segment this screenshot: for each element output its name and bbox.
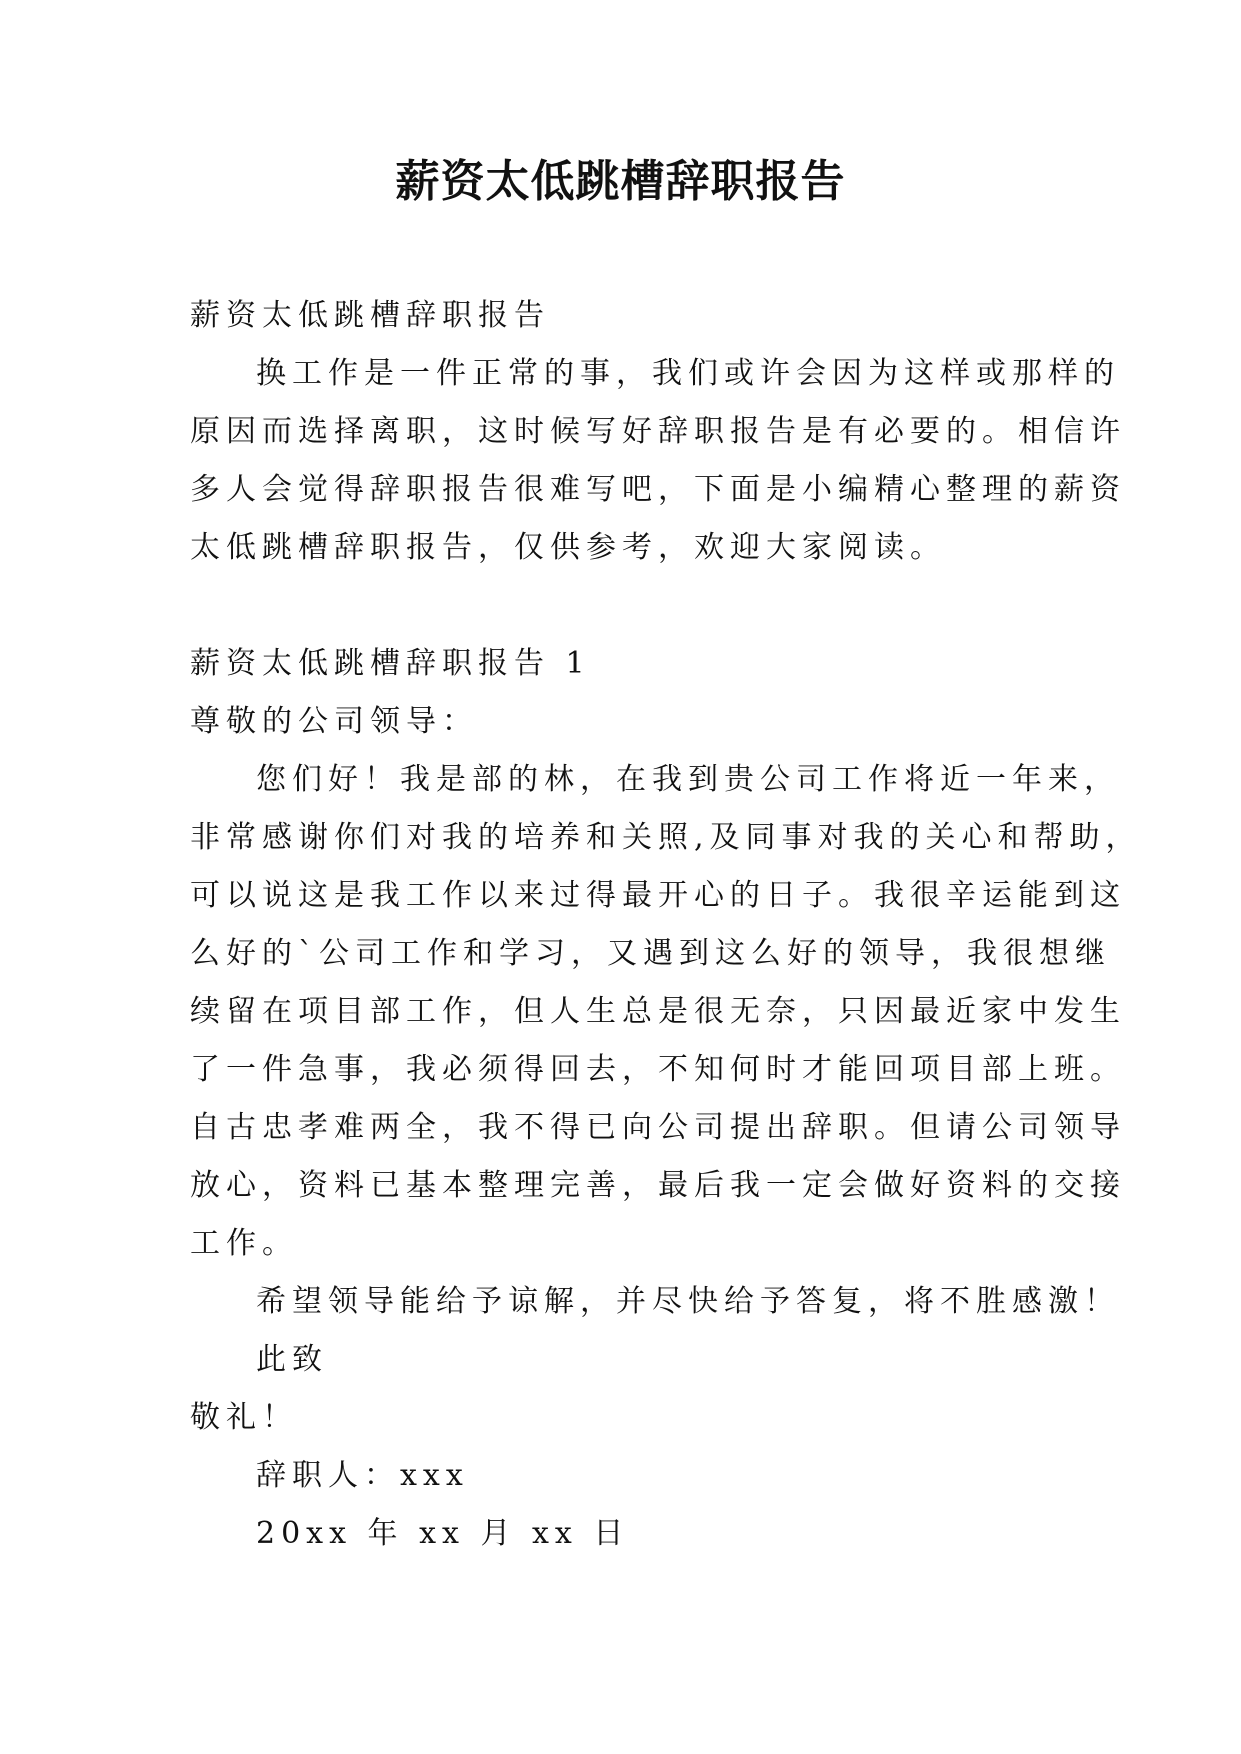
salutation: 尊敬的公司领导： (190, 704, 478, 739)
document-body (190, 287, 1142, 1563)
letter-line: 自古忠孝难两全，我不得已向公司提出辞职。但请公司领导 (190, 1110, 1126, 1145)
letter-line: 可以说这是我工作以来过得最开心的日子。我很辛运能到这 (190, 878, 1126, 913)
date: 20xx 年 xx 月 xx 日 (256, 1516, 630, 1551)
letter-line: 续留在项目部工作，但人生总是很无奈，只因最近家中发生 (190, 994, 1126, 1029)
letter-line: 您们好！我是部的林，在我到贵公司工作将近一年来， (256, 762, 1120, 797)
ci-zhi: 此致 (256, 1342, 328, 1377)
intro-line: 多人会觉得辞职报告很难写吧，下面是小编精心整理的薪资 (190, 472, 1126, 507)
intro-line: 太低跳槽辞职报告，仅供参考，欢迎大家阅读。 (190, 530, 946, 565)
jing-li: 敬礼！ (190, 1400, 298, 1435)
letter-heading: 薪资太低跳槽辞职报告 1 (190, 646, 591, 681)
closing-line: 希望领导能给予谅解，并尽快给予答复，将不胜感激！ (256, 1284, 1120, 1319)
intro-line: 原因而选择离职，这时候写好辞职报告是有必要的。相信许 (190, 414, 1126, 449)
subtitle: 薪资太低跳槽辞职报告 (190, 298, 550, 333)
letter-line: 么好的`公司工作和学习，又遇到这么好的领导，我很想继 (190, 936, 1111, 971)
signature: 辞职人：xxx (256, 1458, 469, 1493)
letter-line: 非常感谢你们对我的培养和关照,及同事对我的关心和帮助， (190, 820, 1142, 855)
letter-line: 放心，资料已基本整理完善，最后我一定会做好资料的交接 (190, 1168, 1126, 1203)
document-title: 薪资太低跳槽辞职报告 (395, 156, 846, 207)
blank-line (190, 577, 1070, 635)
intro-line: 换工作是一件正常的事，我们或许会因为这样或那样的 (256, 356, 1120, 391)
letter-line: 工作。 (190, 1226, 298, 1261)
letter-line: 了一件急事，我必须得回去，不知何时才能回项目部上班。 (190, 1052, 1126, 1087)
